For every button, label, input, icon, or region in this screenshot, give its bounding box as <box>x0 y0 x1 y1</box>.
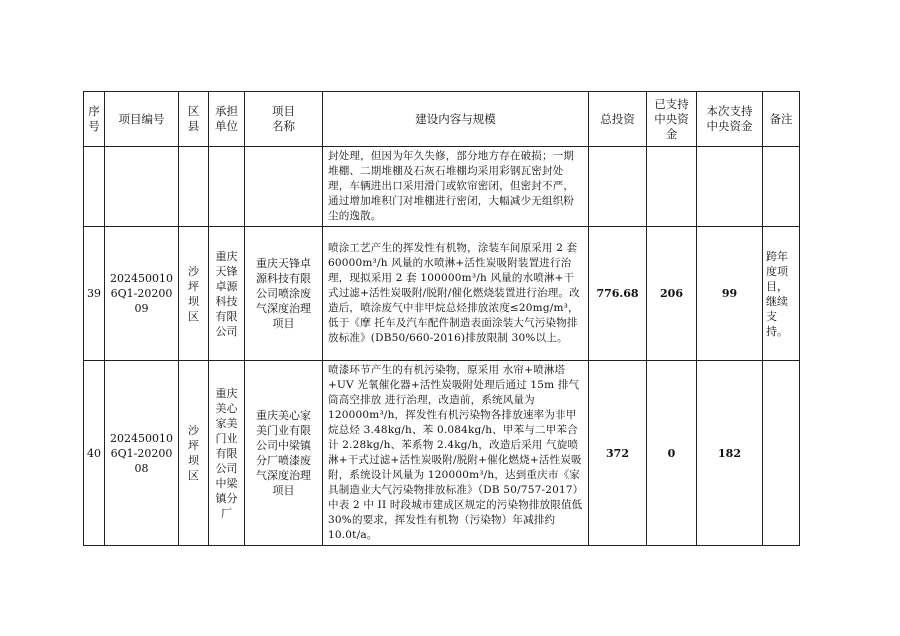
header-content: 建设内容与规模 <box>323 92 589 147</box>
cell-seq: 39 <box>84 227 105 361</box>
cell-total: 372 <box>589 361 647 546</box>
cell-remark: 跨年度项目，继续支持。 <box>763 227 800 361</box>
header-current: 本次支持中央资金 <box>697 92 763 147</box>
header-total: 总投资 <box>589 92 647 147</box>
cell-name <box>245 147 323 227</box>
header-name: 项目名称 <box>245 92 323 147</box>
cell-unit <box>209 147 245 227</box>
cell-district <box>179 147 209 227</box>
cell-remark <box>763 361 800 546</box>
header-district: 区县 <box>179 92 209 147</box>
cell-supported: 0 <box>647 361 697 546</box>
header-unit: 承担单位 <box>209 92 245 147</box>
cell-supported <box>647 147 697 227</box>
cell-current: 99 <box>697 227 763 361</box>
project-table <box>83 91 800 546</box>
cell-content: 喷涂工艺产生的挥发性有机物，涂装车间原采用 2 套 60000m³/h 风量的水喷淋+活性炭吸附装置进行治理，现拟采用 2 套 100000m³/h 风量的水喷淋+干式过滤+活性炭吸附/脱附/催化燃烧装置进行治理。改造后，喷涂废气中非甲烷总烃排放浓度≤20mg/m³， 低于《摩 托车及汽车配件制造表面涂装大气污染物排放标准》(DB50/660-2016)排放限制 30%以上。 <box>323 227 589 361</box>
header-code: 项目编号 <box>105 92 179 147</box>
cell-content: 封处理，但因为年久失修，部分地方存在破损；一期堆棚、二期堆棚及石灰石堆棚均采用彩钢瓦密封处理，车辆进出口采用滑门或软帘密闭，但密封不严，通过增加堆积门对堆棚进行密闭，大幅减少无组织粉尘的逸散。 <box>323 147 589 227</box>
cell-seq: 40 <box>84 361 105 546</box>
cell-unit: 重庆天锋卓源科技有限公司 <box>209 227 245 361</box>
cell-total: 776.68 <box>589 227 647 361</box>
cell-current <box>697 147 763 227</box>
cell-name: 重庆天锋卓源科技有限公司喷涂废气深度治理项目 <box>245 227 323 361</box>
table-row <box>84 227 800 361</box>
cell-district: 沙坪坝区 <box>179 227 209 361</box>
header-seq: 序号 <box>84 92 105 147</box>
table-row <box>84 361 800 546</box>
cell-code <box>105 147 179 227</box>
cell-district: 沙坪坝区 <box>179 361 209 546</box>
cell-current: 182 <box>697 361 763 546</box>
cell-remark <box>763 147 800 227</box>
cell-code: 2024500106Q1-2020008 <box>105 361 179 546</box>
table-row <box>84 147 800 227</box>
cell-supported: 206 <box>647 227 697 361</box>
header-remark: 备注 <box>763 92 800 147</box>
cell-name: 重庆美心家美门业有限公司中梁镇分厂喷漆废气深度治理项目 <box>245 361 323 546</box>
cell-total <box>589 147 647 227</box>
cell-unit: 重庆美心家美门业有限公司中梁镇分厂 <box>209 361 245 546</box>
cell-content: 喷漆环节产生的有机污染物，原采用 水帘+喷淋塔+UV 光氧催化器+活性炭吸附处理后通过 15m 排气筒高空排放 进行治理，改造前，系统风量为 120000m³/h，挥发性有机污染物各排放速率为非甲烷总烃 3.48kg/h、苯 0.084kg/h、甲苯与二甲苯合计 2.28kg/h、苯系物 2.4kg/h，改造后采用 气旋喷淋+干式过滤+活性炭吸附/脱附+催化燃烧+活性炭吸附，系统设计风量为 120000m³/h，达到重庆市《家具制造业大气污染物排放标准》（DB 50/757-2017）中表 2 中 II 时段城市建成区规定的污染物排放限值低 30%的要求，挥发性有机物（污染物）年减排约 10.0t/a。 <box>323 361 589 546</box>
header-row <box>84 92 800 147</box>
cell-code: 2024500106Q1-2020009 <box>105 227 179 361</box>
header-supported: 已支持中央资金 <box>647 92 697 147</box>
cell-seq <box>84 147 105 227</box>
